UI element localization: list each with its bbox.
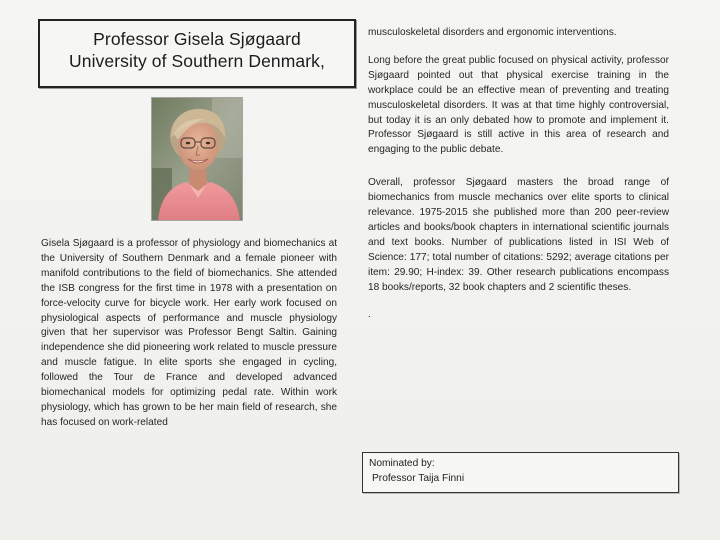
nomination-box	[362, 452, 679, 493]
right-column	[368, 26, 669, 322]
portrait-photo	[151, 97, 243, 221]
trailing-mark: .	[368, 308, 371, 320]
paragraph-disorders: musculoskeletal disorders and ergonomic interventions.	[368, 27, 617, 38]
paragraph-physical-activity: Long before the great public focused on physical activity, professor Sjøgaard pointed out that physical exercise training in the workplace could be an effective mean of preventing and treating musculoskeletal disorders. It was at that time highly controversial, but today it is an only debated how to promote and implement it. Professor Sjøgaard is still active in this area of research and engaging to the public debate.	[368, 54, 669, 156]
portrait-illustration	[152, 98, 243, 221]
paragraph-publications: Overall, professor Sjøgaard masters the broad range of biomechanics from muscle mechanics over elite sports to clinical relevance. 1975-2015 she published more than 200 peer-review articles and books/book chapters in international scientific journals and text books. Number of publications listed in ISI Web of Science: 177; total number of citations: 5292; average citations per item: 29.90; H-index: 39. Other research publications encompass 18 books/reports, 32 book chapters and 2 scientific theses.	[368, 177, 669, 293]
title-box	[38, 19, 356, 88]
nominator-name: Professor Taija Finni	[372, 472, 465, 484]
university-name: University of Southern Denmark,	[69, 51, 325, 71]
professor-name: Professor Gisela Sjøgaard	[93, 29, 301, 49]
biography-paragraph: Gisela Sjøgaard is a professor of physiology and biomechanics at the University of Southern Denmark and a female pioneer with manifold contributions to the field of biomechanics. She attended the ISB congress for the first time in 1978 with a presentation on force-velocity curve for bicycle work. Her early work focused on physiological aspects of performance and muscle physiology given that her supervisor was Professor Bengt Saltin. Gaining independence she did pioneering work related to muscle pressure and muscle fatigue. In elite sports she engaged in cycling, followed the Tour de France and developed advanced biomechanical models for optimizing pedal rate. Within work physiology, which has grown to be her main field of research, she has focused on work-related	[41, 238, 337, 428]
nominated-by-label: Nominated by:	[369, 458, 435, 469]
